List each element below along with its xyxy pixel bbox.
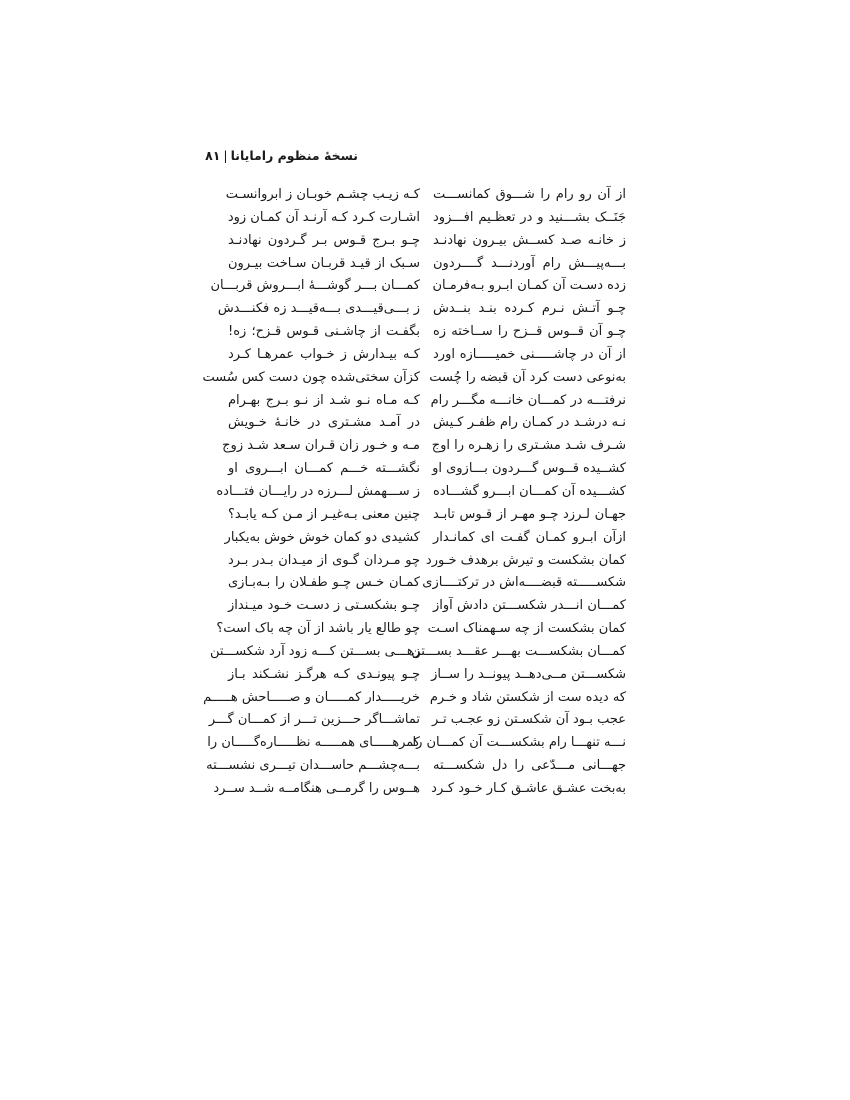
verse-line-left: اشـارت کـرد کـه آرنـد آن کمـان زود — [227, 209, 420, 225]
verse-line-left: ز ســـهمش لـــرزه در رایـــان فتـــاده — [216, 483, 420, 499]
verse-line-right: شکســـتن مــی‌دهــد پیونــد را ســاز — [431, 666, 626, 682]
verse-line-left: چـو پیونـدی کـه هرگـز نشـکند بـاز — [228, 666, 420, 682]
verse-line-right: کمان بشکست و تیرش برهدف خـورد — [425, 552, 626, 568]
verse-line-right: ز خانـه صـد کســش بیـرون نهادنـد — [433, 232, 626, 248]
verse-line-left: چو مـردان گـوی از میـدان بـدر بـرد — [228, 552, 420, 568]
verse-line-right: شـرف شـد مشـتری را زهـره را اوج — [431, 438, 626, 454]
verse-line-right: کشـــیده آن کمـــان ابـــرو گشـــاده — [433, 483, 626, 499]
verse-line-right: از آن در چاشـــــنی خمیـــــازه اورد — [433, 346, 626, 362]
verse-line-right: بـــه‌پیـــش رام آوردنـــد گــــردون — [433, 255, 626, 271]
verse-line-left: بـــه‌چشـــم حاســـدان تیـــری نشســـته — [206, 758, 420, 774]
verse-line-left: کمـان خـس چـو طفـلان را بـه‌بـازی — [228, 575, 420, 591]
verse-line-left: ز بـــی‌قیـــدی بـــه‌قیـــد زه فکنـــدش — [217, 301, 420, 317]
verse-line-right: جَنَــک بشـــنید و در تعظـیم افـــزود — [433, 209, 626, 225]
verse-line-right: کمان بشکست از چه سـهمناک اسـت — [427, 621, 626, 637]
verse-line-right: کمـــان انـــدر شکســـتن دادش آواز — [433, 598, 626, 614]
verse-line-left: مـه و خـور زان قـران سـعد شـد زوج — [222, 438, 420, 454]
verse-line-left: کـه مـاه نـو شـد از نـو بـرج بهـرام — [228, 392, 420, 408]
verse-line-right: نـه درشـد در کمـان رام ظفـر کـیش — [433, 415, 626, 431]
verse-line-left: زهـــی بســـتن کـــه زود آرد شکســـتن — [209, 643, 420, 659]
verse-line-right: از آن رو رام را شـــوق کمانســـت — [433, 187, 626, 202]
verse-line-right: نرفتـــه در کمـــان خانـــه مگـــر رام — [430, 392, 626, 408]
verse-line-right: به‌بخت عشـق عاشـق کـار خـود کـرد — [431, 780, 626, 796]
verse-line-right: کمـــان بشکســـت بهـــر عقـــد بســـتن — [411, 643, 626, 659]
verse-line-right: چـو آن قــوس قــزح را ســاخته زه — [433, 324, 626, 340]
verse-line-right: کشــیده قــوس گـــردون بـــازوی او — [432, 461, 626, 477]
verse-column-left — [202, 184, 420, 801]
verse-line-right: ازآن ابـرو کمـان گفـت ای کمانـدار — [433, 529, 626, 545]
verse-line-left: کمـــان بـــر گوشـــهٔ ابـــروش قربـــان — [210, 278, 420, 294]
verse-line-right: جهـان لـرزد چـو مهـر از قـوس تابـد — [433, 506, 626, 522]
book-title: نسخهٔ منظوم رامایانا — [230, 148, 358, 163]
verse-line-left: چـو بشکسـتی ز دسـت خـود میـنداز — [228, 598, 420, 614]
verse-line-left: کشیدی دو کمان خوش خوش به‌یکبار — [224, 529, 420, 545]
verse-line-right: جهـــانی مـــدّعی را دل شکســـته — [433, 758, 626, 774]
verse-line-left: کمرهـــــای همـــــه نظـــــاره‌گـــــان را — [207, 735, 420, 751]
verse-line-left: چـو بـرج قـوس بـر گـردون نهادنـد — [228, 232, 420, 248]
verse-line-left: کـه زیـب چشـم خوبـان ز ابروانسـت — [225, 187, 420, 202]
verse-line-left: نگشـــته خـــم کمـــان ابـــروی او — [228, 461, 420, 477]
header-separator: | — [223, 148, 228, 163]
verse-line-left: چنین معنی بـه‌غیـر از مـن کـه یابـد؟ — [228, 506, 420, 522]
verse-line-left: تماشـــاگر حـــزین تـــر از کمـــان گـــر — [208, 712, 420, 728]
verse-line-left: چو طالع یار باشد از آن چه باک است؟ — [216, 621, 420, 637]
running-header — [205, 148, 358, 172]
verse-line-left: هــوس را گرمــی هنگامــه شــد ســرد — [213, 780, 420, 796]
verse-line-right: شکســـــته قبضــــه‌اش در ترکتــــازی — [422, 575, 626, 591]
verse-line-right: زده دسـت آن کمـان ابـرو بـه‌فرمـان — [432, 278, 626, 294]
verse-column-right — [411, 184, 626, 801]
verse-line-left: سـبک از قیـد قربـان سـاخت بیـرون — [228, 255, 420, 271]
verse-line-left: خریـــــدار کمـــــان و صـــــاحش هـــــم — [203, 689, 420, 705]
verse-line-right: چـو آتـش نـرم کـرده بنـد بنــدش — [433, 301, 626, 317]
verse-line-right: عجب بـود آن شکسـتن زو عجـب تـر — [432, 712, 626, 728]
verse-line-left: بگفـت از چاشـنی قـوس قـزح؛ زه! — [228, 324, 420, 340]
page-number: ۸۱ — [205, 148, 221, 163]
verse-line-right: که دیده ست از شکستن شاد و خـرم — [429, 689, 626, 705]
verse-line-left: کـه بیـدارش ز خـواب عمرهـا کـرد — [228, 346, 420, 362]
verse-line-right: به‌نوعی دست کرد آن قبضه را چُست — [429, 369, 626, 385]
verse-line-right: نـــه تنهـــا رام بشکســـت آن کمـــان را — [412, 735, 626, 751]
verse-line-left: کزآن سختی‌شده چون دست کس سُست — [202, 369, 420, 385]
verse-line-left: در آمـد مشـتری در خانـهٔ خـویش — [228, 415, 420, 431]
